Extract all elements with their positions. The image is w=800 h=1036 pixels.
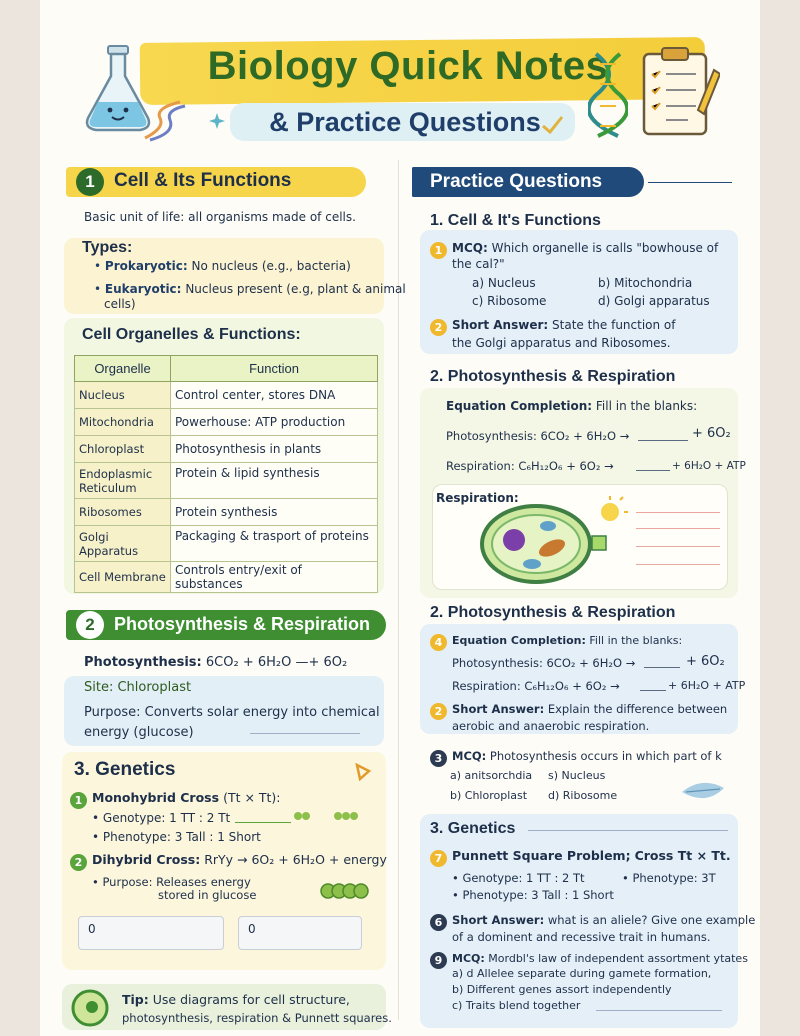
decor-line (250, 733, 360, 734)
mono-phenotype: • Phenotype: 3 Tall : 1 Short (92, 830, 261, 844)
q2-resp-eq: Respiration: C₆H₁₂O₆ + 6O₂ → (446, 459, 614, 473)
q3-eq-badge: 4 (430, 634, 447, 651)
q2-heading: 2. Photosynthesis & Respiration (430, 368, 676, 385)
eukaryotic-text: Nucleus present (e.g, plant & animal (185, 282, 406, 296)
q4-genotype: • Genotype: 1 TT : 2 Tt (452, 871, 585, 885)
answer-line[interactable] (636, 564, 720, 565)
di-text: RrYy → 6O₂ + 6H₂O + energy (204, 852, 387, 867)
practice-title: Practice Questions (430, 171, 603, 192)
q4-ps-text: Cross Tt × Tt. (634, 848, 731, 863)
photo-eq-label: Photosynthesis: (84, 655, 202, 670)
answer-line[interactable] (636, 546, 720, 547)
di-purpose-cont: stored in glucose (158, 888, 257, 902)
table-row (75, 526, 378, 562)
photo-site: Site: Chloroplast (84, 680, 192, 695)
check-icon (540, 114, 566, 136)
table-row (75, 409, 378, 436)
organelle-cell: Cell Membrane (75, 562, 171, 593)
q3-photo-eq-right: + 6O₂ (686, 654, 725, 669)
cell-section-number: 1 (76, 168, 104, 196)
tip-line1: Use diagrams for cell structure, (152, 992, 350, 1007)
q3-sa-badge: 2 (430, 703, 447, 720)
cell-section-title: Cell & Its Functions (114, 170, 292, 191)
organelles-heading: Cell Organelles & Functions: (82, 326, 301, 343)
q3-mcq-text: Photosynthesis occurs in which part of k (489, 749, 722, 763)
q4-phenotype-right: • Phenotype: 3T (622, 871, 716, 885)
decor-line (235, 822, 291, 823)
q2-photo-eq-right: + 6O₂ (692, 426, 731, 441)
q4-heading: 3. Genetics (430, 820, 516, 837)
di-purpose: • Purpose: Releases energy (92, 875, 251, 889)
organelle-cell: Nucleus (75, 382, 171, 409)
organelle-cell: Ribosomes (75, 499, 171, 526)
leaf-icon (680, 780, 726, 804)
dna-small-icon (140, 98, 190, 143)
decor-line (648, 182, 732, 183)
table-row (75, 499, 378, 526)
answer-input-2-value: 0 (248, 922, 256, 936)
function-cell: Protein synthesis (171, 499, 378, 526)
di-badge: 2 (70, 854, 87, 871)
q2-resp-eq-right: + 6H₂O + ATP (672, 460, 746, 472)
q1-mcq-badge: 1 (430, 242, 447, 259)
organelle-cell: Golgi Apparatus (75, 526, 171, 562)
blank-line[interactable] (638, 440, 688, 441)
tip-label: Tip: (122, 992, 149, 1007)
q1-mcq-label: MCQ: (452, 241, 488, 255)
di-heading: Dihybrid Cross: (92, 852, 201, 867)
q2-resp-label: Respiration: (436, 491, 519, 505)
function-cell: Photosynthesis in plants (171, 436, 378, 463)
q4-ps-badge: 7 (430, 850, 447, 867)
q3-option-d[interactable]: d) Ribosome (548, 789, 618, 802)
page-subtitle: & Practice Questions (269, 107, 541, 137)
answer-line[interactable] (636, 528, 720, 529)
table-row (75, 463, 378, 499)
answer-input-1[interactable] (78, 916, 224, 950)
q3-photo-eq: Photosynthesis: 6CO₂ + 6H₂O → (452, 656, 636, 670)
photo-eq-text: 6CO₂ + 6H₂O —+ 6O₂ (205, 655, 348, 670)
chain-icon (290, 809, 366, 823)
function-cell: Powerhouse: ATP production (171, 409, 378, 436)
q4-mcq-text: Mordbl's law of independent assortment ytates (488, 952, 748, 965)
q4-option-a[interactable]: a) d Allelee separate during gamete formation, (452, 967, 712, 980)
q3-option-a[interactable]: a) anitsorchdia (450, 769, 533, 782)
eukaryotic-label: Eukaryotic: (104, 282, 182, 296)
q3-sa-text: Explain the difference between (547, 702, 728, 716)
photo-purpose-cont: energy (glucose) (84, 725, 194, 740)
q3-sa-label: Short Answer: (452, 702, 545, 716)
q3-eq-label: Equation Completion: (452, 634, 586, 647)
q4-sa-label: Short Answer: (452, 913, 545, 927)
table-header-organelle: Organelle (75, 356, 171, 382)
mono-genotype: • Genotype: 1 TT : 2 Tt (92, 811, 231, 825)
q1-heading: 1. Cell & It's Functions (430, 212, 601, 229)
organelle-cell: Chloroplast (75, 436, 171, 463)
photo-purpose: Purpose: Converts solar energy into chemical (84, 705, 380, 720)
q3-mcq-badge: 3 (430, 750, 447, 767)
q4-mcq-badge: 9 (430, 952, 447, 969)
photo-section-title: Photosynthesis & Respiration (114, 614, 371, 634)
mono-heading: Monohybrid Cross (92, 790, 220, 805)
q1-sa-text: State the function of (552, 318, 676, 332)
genetics-title: 3. Genetics (74, 759, 176, 780)
blank-line[interactable] (636, 470, 670, 471)
q3-resp-eq: Respiration: C₆H₁₂O₆ + 6O₂ → (452, 679, 620, 693)
function-cell: Protein & lipid synthesis (171, 463, 378, 499)
function-cell: Controls entry/exit of substances (171, 562, 378, 593)
q3-option-c[interactable]: b) Chloroplast (450, 789, 528, 802)
q1-sa-text-cont: the Golgi apparatus and Ribosomes. (452, 336, 671, 350)
q1-option-d[interactable]: d) Golgi apparatus (598, 294, 710, 308)
clipboard-icon (638, 44, 720, 138)
table-row (75, 382, 378, 409)
q1-option-a[interactable]: a) Nucleus (472, 276, 536, 290)
notes-page: Biology Quick Notes & Practice Questions 1 Cell & Its Functions Basic unit of life: all organisms made of cells. Types: • Prokaryotic: No nucleus (e.g., bacteria) • Eukaryotic: Nucleus present (e.g, plant & animal cells) Cell Organelles & Functions: Organelle Function Nucleus Control center, stores DNA Mitochondria Powerhouse: ATP production Chloroplast Photosynthesis in plants Endoplasmic Reticulum Protein & lipid synthesis Ribosomes Protein synthesis Golgi Apparatus Packaging & trasport of proteins Cell Membrane Controls entry/exit of substances 2 Photosynthesis & Respiration Photosynthesis: 6CO₂ + 6H₂O —+ 6O₂ Site: Chloroplast Purpose: Converts solar energy into chemical energy (glucose) 3. Genetics 1 Monohybrid Cross (Tt × Tt): • Genotype: 1 TT : 2 Tt • Phenotype: 3 Tall : 1 Short 2 Dihybrid Cross: RrYy → 6O₂ + 6H₂O + energy • Purpose: Releases energy stored in glucose 0 0 Tip: Use diagrams for cell structure, photosynthesis, respiration & Punnett squares. Practice Questions 1. Cell & It's Functions 1 MCQ: Which organelle is calls "bowhouse of the cal?" a) Nucleus b) Mitochondria c) Ribosome d) Golgi apparatus 2 Short Answer: State the function of the Golgi apparatus and Ribosomes. 2. Photosynthesis & Respiration Equation Completion: Fill in the blanks: Photosynthesis: 6CO₂ + 6H₂O → + 6O₂ Respiration: C₆H₁₂O₆ + 6O₂ → + 6H₂O + ATP Respiration: 2. Photosynthesis & Respiration 4 Equation Completion: Fill in the blanks: Photosynthesis: 6CO₂ + 6H₂O → + 6O₂ Respiration: C₆H₁₂O₆ + 6O₂ → + 6H₂O + ATP 2 Short Answer: Explain the difference between aerobic and anaerobic respiration. 3 MCQ: Photosynthesis occurs in which part of k a) anitsorchdia s) Nucleus b) Chloroplast d) Ribosome 3. Genetics 7 Punnett Square Problem; Cross Tt × Tt. • Genotype: 1 TT : 2 Tt • Phenotype: 3T • Phenotype: 3 Tall : 1 Short 6 Short Answer: what is an aliele? Give one example of a dominent and recessive trait in humans. 9 MCQ: Mordbl's law of independent assortment ytates a) d Allelee separate during gamete formation, b) Different genes assort independently c) Traits blend together (40, 0, 760, 1036)
q1-option-c[interactable]: c) Ribosome (472, 294, 547, 308)
prokaryotic-label: Prokaryotic: (104, 259, 188, 273)
q3-heading: 2. Photosynthesis & Respiration (430, 604, 676, 621)
q4-sa-text-cont: of a dominent and recessive trait in humans. (452, 930, 711, 944)
q4-option-c[interactable]: c) Traits blend together (452, 999, 581, 1012)
molecule-icon (320, 878, 370, 904)
function-cell: Packaging & trasport of proteins (171, 526, 378, 562)
dna-icon (588, 50, 628, 140)
flag-icon (354, 763, 372, 781)
tip-line2: photosynthesis, respiration & Punnett squares. (122, 1011, 392, 1025)
table-row (75, 436, 378, 463)
cell-diagram-icon (460, 490, 630, 588)
mono-cross: (Tt × Tt): (223, 790, 281, 805)
q2-eq-text: Fill in the blanks: (595, 399, 698, 413)
cell-icon (70, 988, 110, 1028)
q1-mcq-text: Which organelle is calls "bowhouse of (491, 241, 719, 255)
sparkle-icon (208, 112, 226, 130)
table-header-function: Function (171, 356, 378, 382)
q3-option-b[interactable]: s) Nucleus (548, 769, 606, 782)
q3-sa-text-cont: aerobic and anaerobic respiration. (452, 719, 650, 733)
q3-resp-eq-right: + 6H₂O + ATP (668, 679, 746, 692)
blank-line[interactable] (640, 690, 666, 691)
mono-badge: 1 (70, 792, 87, 809)
function-cell: Control center, stores DNA (171, 382, 378, 409)
q4-mcq-label: MCQ: (452, 952, 485, 965)
eukaryotic-text-cont: cells) (104, 297, 136, 311)
q1-mcq-text-cont: the cal?" (452, 257, 505, 271)
answer-input-1-value: 0 (88, 922, 96, 936)
q4-sa-text: what is an aliele? Give one example (547, 913, 756, 927)
page-title: Biology Quick Notes (207, 44, 609, 88)
q1-option-b[interactable]: b) Mitochondria (598, 276, 693, 290)
q4-ps-label: Punnett Square Problem; (452, 848, 631, 863)
q2-eq-label: Equation Completion: (446, 399, 593, 413)
q2-photo-eq: Photosynthesis: 6CO₂ + 6H₂O → (446, 429, 630, 443)
q4-option-b[interactable]: b) Different genes assort independently (452, 983, 672, 996)
q4-phenotype: • Phenotype: 3 Tall : 1 Short (452, 888, 614, 902)
cell-intro: Basic unit of life: all organisms made of cells. (84, 210, 356, 224)
organelle-cell: Mitochondria (75, 409, 171, 436)
decor-line (528, 830, 728, 831)
q4-sa-badge: 6 (430, 914, 447, 931)
types-heading: Types: (82, 239, 133, 256)
prokaryotic-text: No nucleus (e.g., bacteria) (191, 259, 351, 273)
answer-line[interactable] (636, 512, 720, 513)
organelle-table (74, 355, 378, 593)
organelle-cell: Endoplasmic Reticulum (75, 463, 171, 499)
decor-line (596, 1010, 722, 1011)
q3-mcq-label: MCQ: (452, 749, 487, 763)
q1-sa-badge: 2 (430, 319, 447, 336)
table-row (75, 562, 378, 593)
answer-input-2[interactable] (238, 916, 362, 950)
photo-section-number: 2 (76, 611, 104, 639)
q1-sa-label: Short Answer: (452, 318, 549, 332)
q3-eq-text: Fill in the blanks: (589, 634, 683, 647)
blank-line[interactable] (644, 667, 680, 668)
